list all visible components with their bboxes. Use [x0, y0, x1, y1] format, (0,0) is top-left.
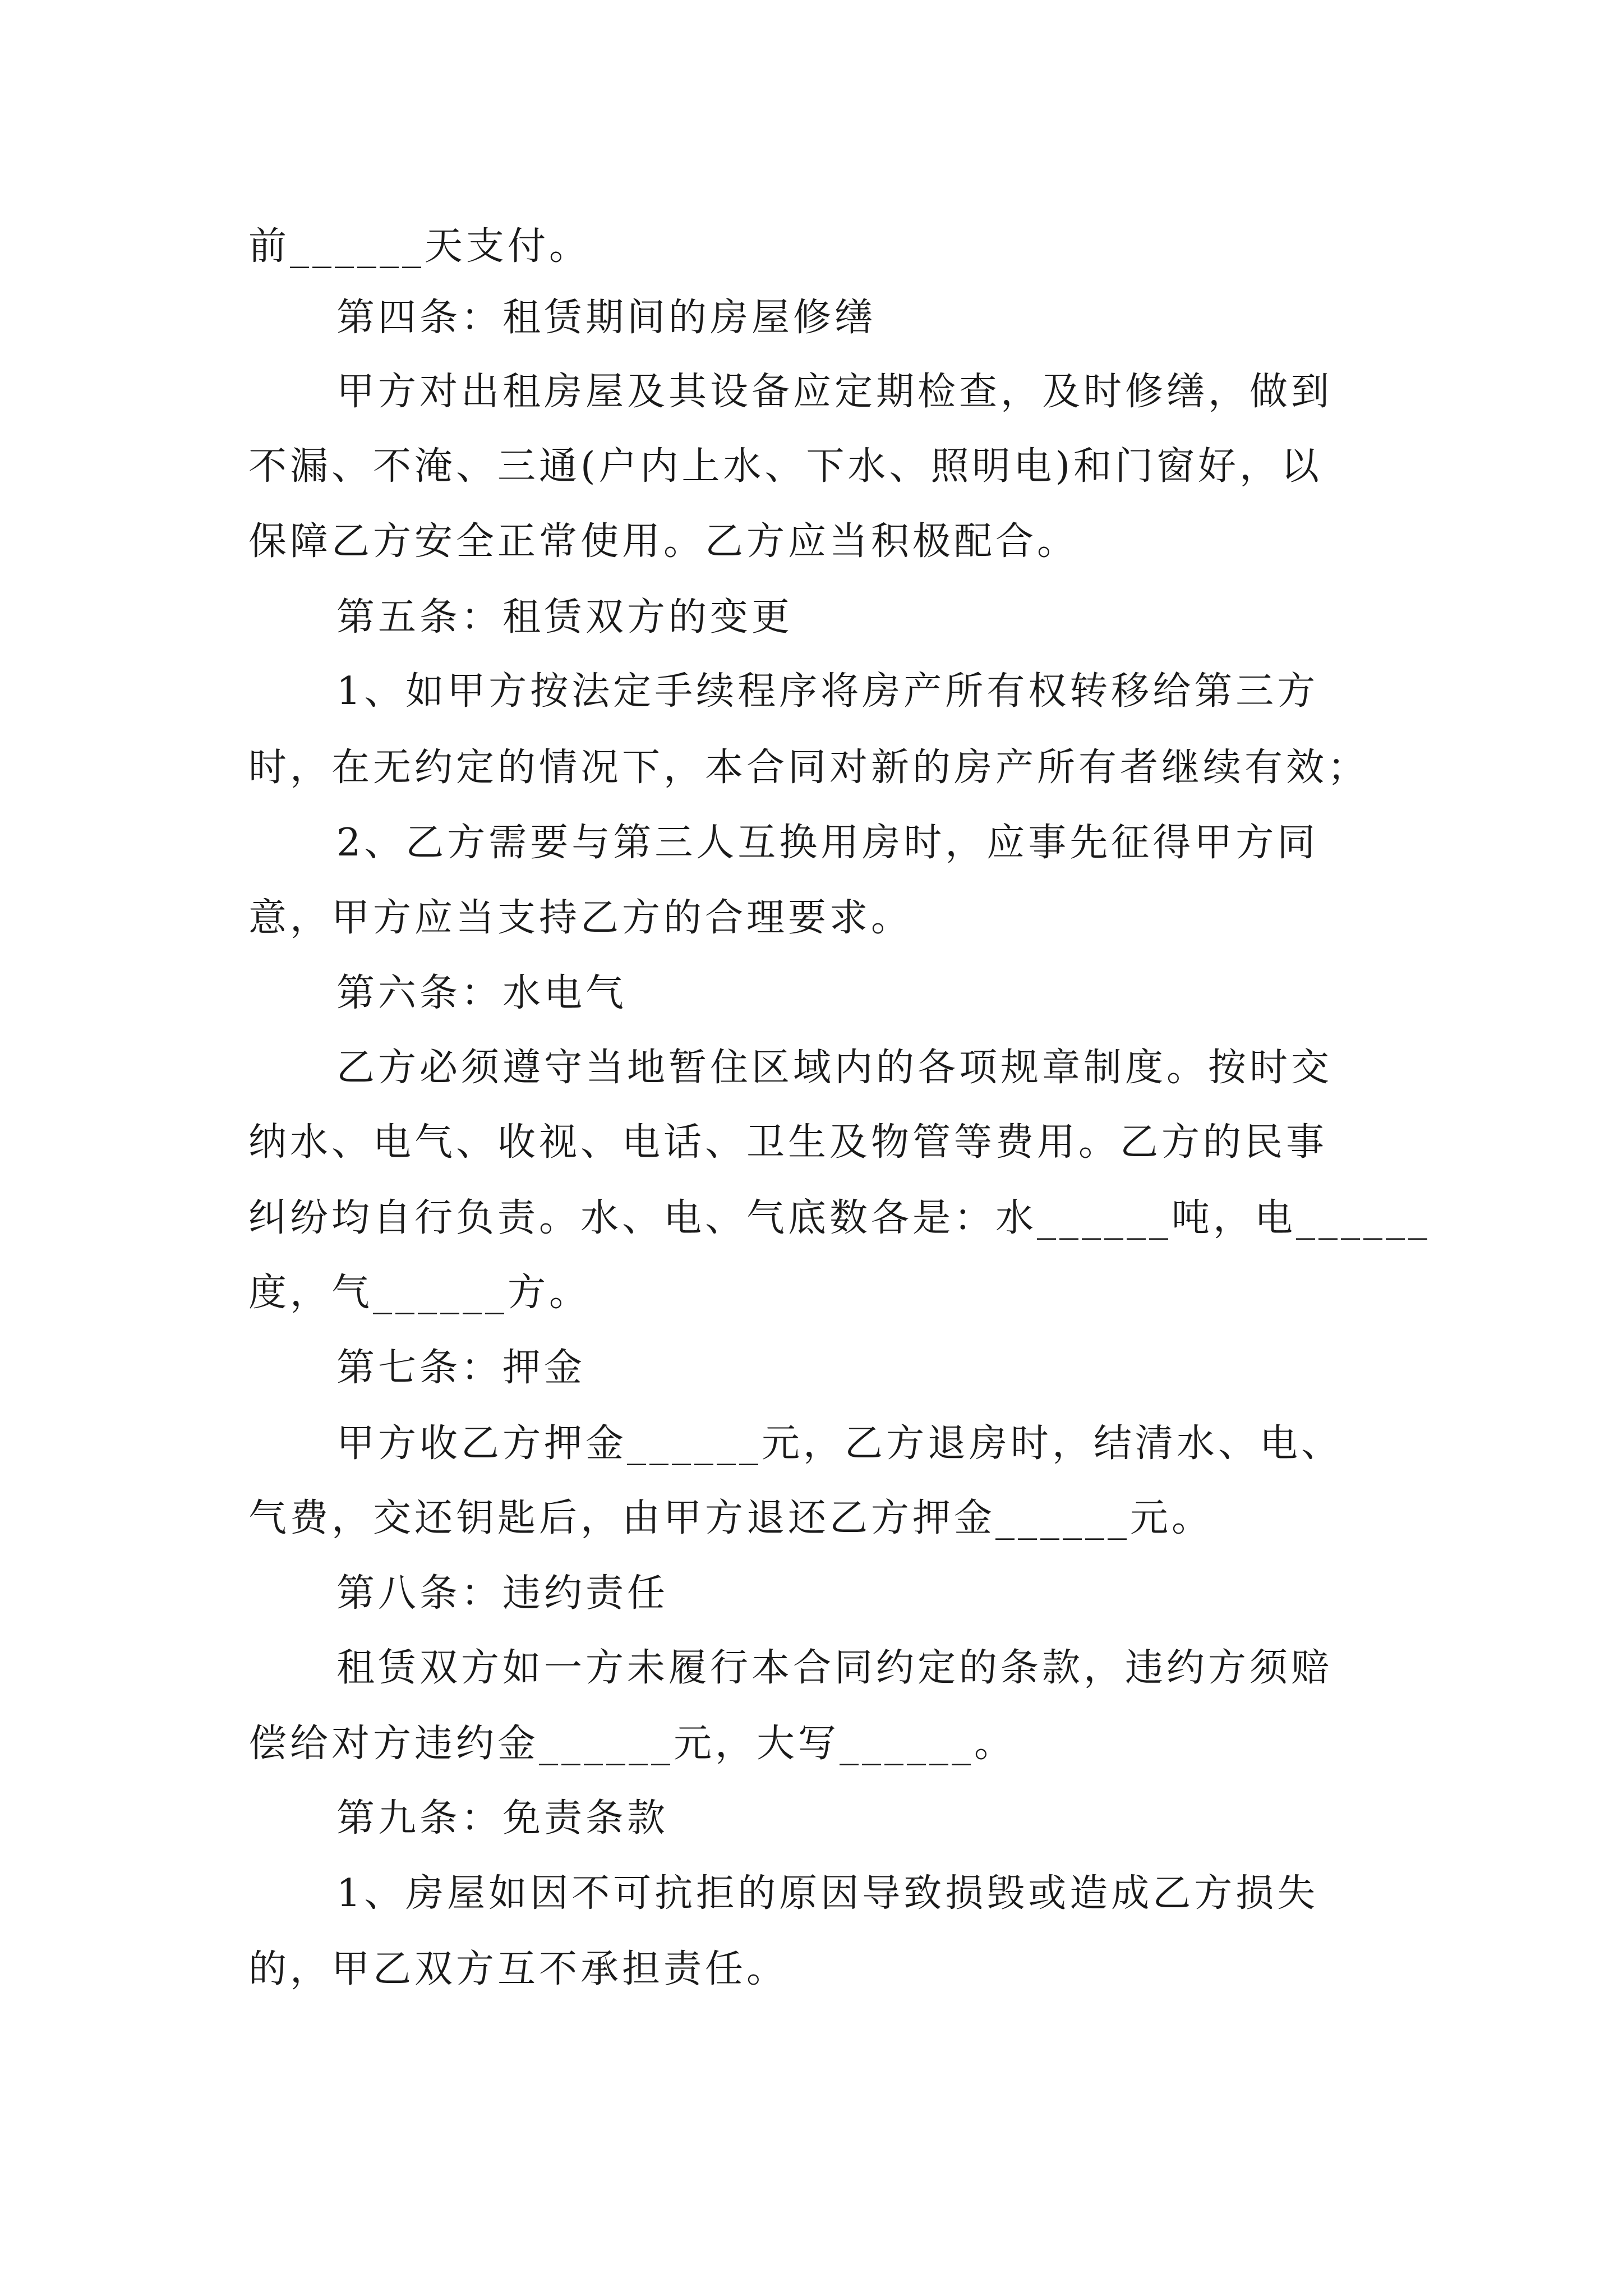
article-heading: 第四条：租赁期间的房屋修缮: [336, 296, 877, 340]
text-line: 不漏、不淹、三通(户内上水、下水、照明电)和门窗好，以: [248, 444, 1323, 489]
text-line: 乙方必须遵守当地暂住区域内的各项规章制度。按时交: [336, 1046, 1333, 1090]
article-heading: 第九条：免责条款: [336, 1796, 669, 1841]
text-line: 的，甲乙双方互不承担责任。: [248, 1947, 789, 1991]
text-line: 偿给对方违约金______元，大写______。: [248, 1722, 1016, 1766]
article-heading: 第七条：押金: [336, 1346, 586, 1390]
text-line: 意，甲方应当支持乙方的合理要求。: [248, 896, 913, 940]
text-line: 1、如甲方按法定手续程序将房产所有权转移给第三方: [336, 669, 1319, 714]
text-line: 1、房屋如因不可抗拒的原因导致损毁或造成乙方损失: [336, 1871, 1319, 1916]
text-line: 气费，交还钥匙后，由甲方退还乙方押金______元。: [248, 1496, 1214, 1540]
article-heading: 第六条：水电气: [336, 971, 628, 1015]
article-heading: 第八条：违约责任: [336, 1571, 669, 1616]
text-line: 纠纷均自行负责。水、电、气底数各是：水______吨，电______: [248, 1196, 1431, 1240]
text-line: 2、乙方需要与第三人互换用房时，应事先征得甲方同: [336, 821, 1319, 865]
text-line: 租赁双方如一方未履行本合同约定的条款，违约方须赔: [336, 1646, 1333, 1690]
text-line: 纳水、电气、收视、电话、卫生及物管等费用。乙方的民事: [248, 1120, 1328, 1165]
text-line: 前______天支付。: [248, 224, 591, 269]
text-line: 保障乙方安全正常使用。乙方应当积极配合。: [248, 519, 1079, 564]
text-line: 甲方对出租房屋及其设备应定期检查，及时修缮，做到: [336, 370, 1333, 414]
article-heading: 第五条：租赁双方的变更: [336, 595, 794, 639]
text-line: 度，气______方。: [248, 1271, 591, 1315]
text-line: 时，在无约定的情况下，本合同对新的房产所有者继续有效；: [248, 746, 1370, 790]
text-line: 甲方收乙方押金______元，乙方退房时，结清水、电、: [336, 1421, 1343, 1466]
